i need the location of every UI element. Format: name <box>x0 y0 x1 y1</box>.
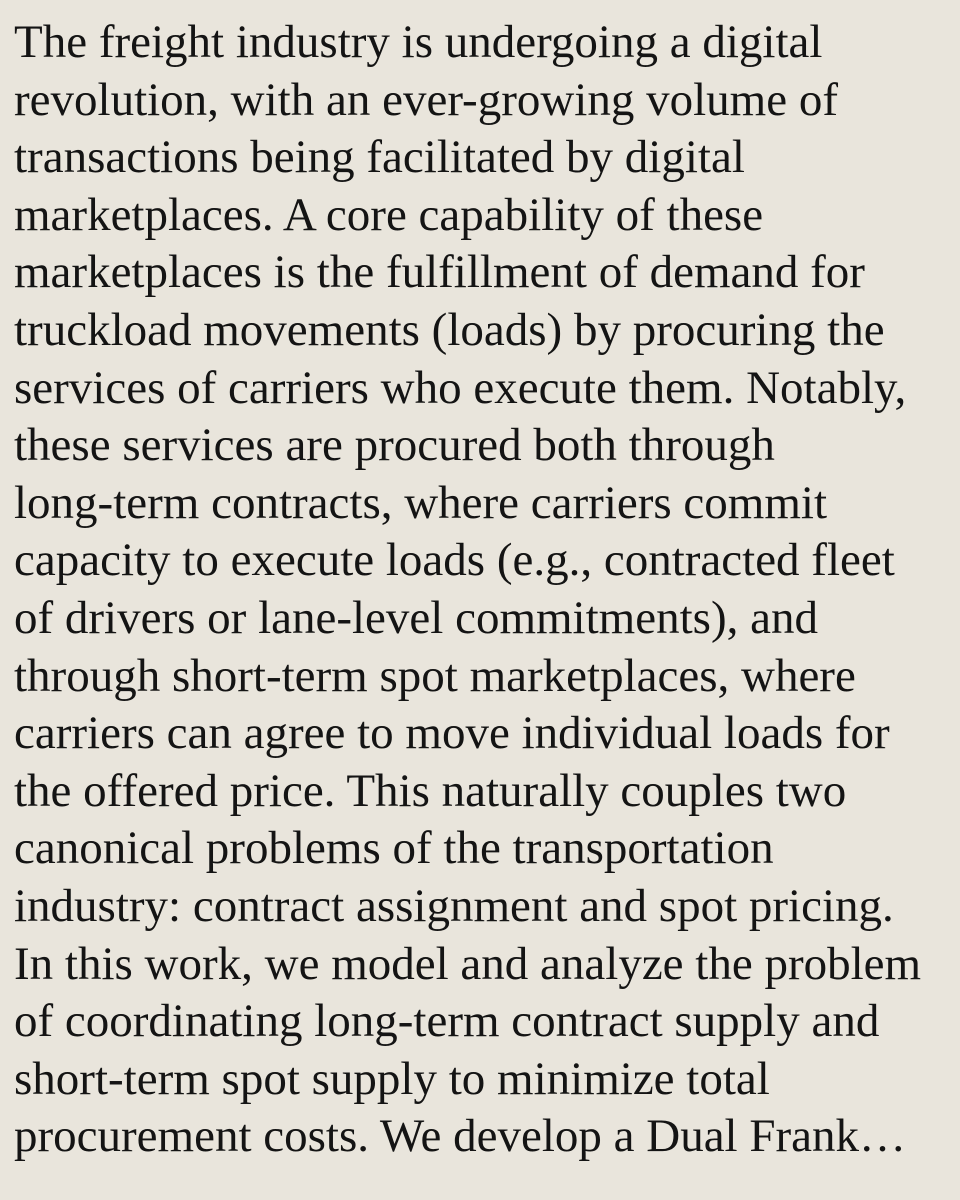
text-line: marketplaces is the fulfillment of demand for <box>14 246 865 299</box>
text-line: industry: contract assignment and spot pricing. <box>14 879 894 932</box>
text-line: of drivers or lane-level commitments), and <box>14 591 818 644</box>
text-line: revolution, with an ever-growing volume of <box>14 73 838 126</box>
text-line: truckload movements (loads) by procuring the <box>14 303 885 356</box>
text-line: long-term contracts, where carriers commit <box>14 476 828 529</box>
text-line: procurement costs. We develop a Dual Frank… <box>14 1110 907 1163</box>
text-line: In this work, we model and analyze the problem <box>14 937 922 990</box>
text-line: carriers can agree to move individual loads for <box>14 707 890 760</box>
text-line: through short-term spot marketplaces, where <box>14 649 856 702</box>
text-line: marketplaces. A core capability of these <box>14 188 764 241</box>
text-line: The freight industry is undergoing a digital <box>14 16 823 68</box>
text-line: transactions being facilitated by digital <box>14 131 745 184</box>
text-line: services of carriers who execute them. Notably, <box>14 361 907 414</box>
abstract-text <box>14 14 950 1166</box>
text-line: capacity to execute loads (e.g., contracted fleet <box>14 534 895 587</box>
text-line: these services are procured both through <box>14 419 775 472</box>
text-line: canonical problems of the transportation <box>14 822 774 875</box>
text-line: the offered price. This naturally couples two <box>14 764 847 817</box>
text-line: of coordinating long-term contract supply and <box>14 995 880 1048</box>
text-line: short-term spot supply to minimize total <box>14 1052 770 1105</box>
